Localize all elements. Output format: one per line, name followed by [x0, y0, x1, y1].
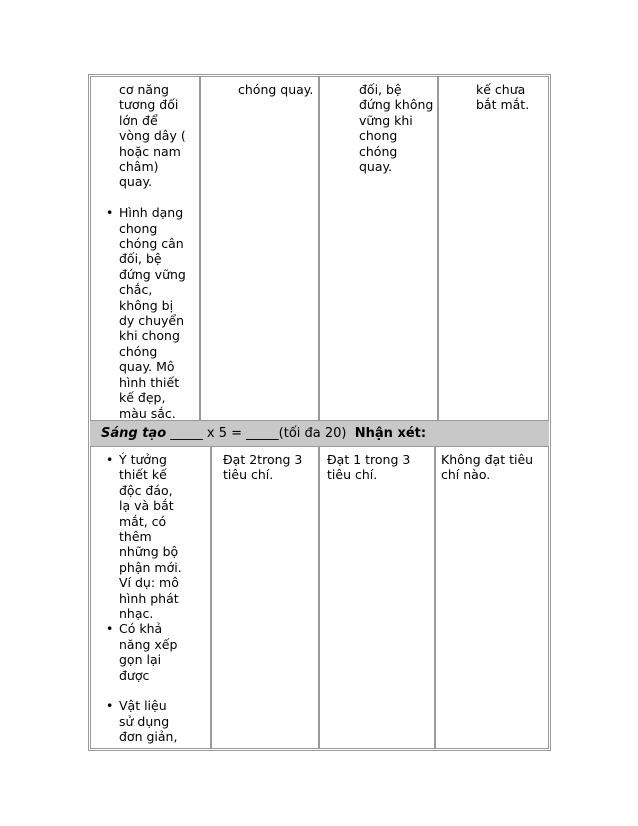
text-line: quay. Mô — [119, 359, 175, 375]
text-line: hình thiết — [119, 374, 180, 390]
text-line: Đạt 1 trong 3 — [327, 452, 411, 467]
text-line: chóng cân — [119, 236, 184, 252]
text-line: chong — [359, 128, 398, 144]
text-line: chắc, — [119, 282, 153, 298]
text-line: quay. — [119, 174, 153, 190]
list-item — [91, 205, 199, 421]
text-line: vững khi — [359, 112, 413, 128]
text-line: được — [119, 667, 150, 683]
criteria-header-band — [90, 421, 549, 446]
text-line: hoặc nam — [119, 143, 181, 159]
bottom-cell-level-3 — [319, 446, 435, 749]
top-cell-level-3 — [319, 76, 438, 421]
score-formula: _____ x 5 = _____(tối đa 20) — [166, 426, 355, 441]
text-line: • Có khả — [119, 621, 163, 637]
text-line: mắt, có — [119, 513, 167, 529]
text-line: kế chưa — [476, 82, 526, 97]
text-line: tiêu chí. — [223, 467, 274, 483]
text-line: cơ năng — [119, 82, 169, 97]
list-item — [91, 698, 210, 744]
text-line: quay. — [359, 159, 393, 175]
text-line: vòng dây ( — [119, 128, 186, 144]
text-line: phận mới. — [119, 559, 182, 575]
text-line: chong — [119, 220, 158, 236]
criteria-bullet-list — [91, 698, 210, 744]
text-line: năng xếp — [119, 636, 178, 652]
text-line: đứng vững — [119, 266, 186, 282]
text-line: Không đạt tiêu — [441, 452, 534, 467]
text-line: thiết kế — [119, 467, 167, 483]
criteria-bullet-list — [91, 205, 199, 421]
text-line: chí nào. — [441, 467, 491, 483]
top-cell-level-2 — [200, 76, 319, 421]
text-line: bắt mắt. — [476, 97, 530, 113]
text-line: không bị — [119, 297, 174, 313]
text-line: đơn giản, — [119, 729, 178, 745]
text-line: sử dụng — [119, 713, 170, 729]
text-line: • Hình dạng — [119, 205, 184, 221]
bottom-cell-criteria — [90, 446, 211, 749]
text-line: • Ý tưởng — [119, 452, 167, 467]
text-line: thêm — [119, 529, 152, 545]
text-line: độc đáo, — [119, 482, 173, 498]
text-line: • Vật liệu — [119, 698, 167, 714]
criteria-bullet-list — [91, 452, 210, 683]
top-cell-level-4 — [438, 76, 549, 421]
text-line: tiêu chí. — [327, 467, 378, 483]
text-line: đứng không — [359, 97, 434, 113]
text-line: châm) — [119, 159, 159, 175]
text-line: Ví dụ: mô — [119, 575, 179, 591]
text-line: đối, bệ — [119, 251, 162, 267]
criteria-label: Sáng tạo — [101, 426, 167, 441]
list-item — [91, 621, 210, 683]
text-line: hình phát — [119, 590, 179, 606]
criteria-continuation — [91, 82, 199, 190]
text-line: những bộ — [119, 544, 179, 560]
text-line: chóng — [119, 343, 158, 359]
bottom-cell-level-2 — [211, 446, 319, 749]
text-line: Đạt 2trong 3 — [223, 452, 303, 467]
text-line: chóng — [359, 143, 398, 159]
text-line: tương đối — [119, 97, 179, 113]
text-line: lạ và bắt — [119, 498, 174, 514]
text-line: đối, bệ — [359, 82, 402, 97]
text-line: lớn để — [119, 112, 158, 128]
top-cell-criteria — [90, 76, 200, 421]
text-line: khi chong — [119, 328, 180, 344]
text-line: màu sắc. — [119, 405, 176, 421]
bottom-cell-level-4 — [435, 446, 549, 749]
text-line: nhạc. — [119, 606, 154, 622]
comment-label: Nhận xét: — [354, 426, 427, 441]
text-line: dy chuyển — [119, 313, 185, 329]
text-line: chóng quay. — [238, 82, 314, 97]
list-item — [91, 452, 210, 621]
text-line: kế đẹp, — [119, 390, 166, 406]
text-line: gọn lại — [119, 652, 162, 668]
